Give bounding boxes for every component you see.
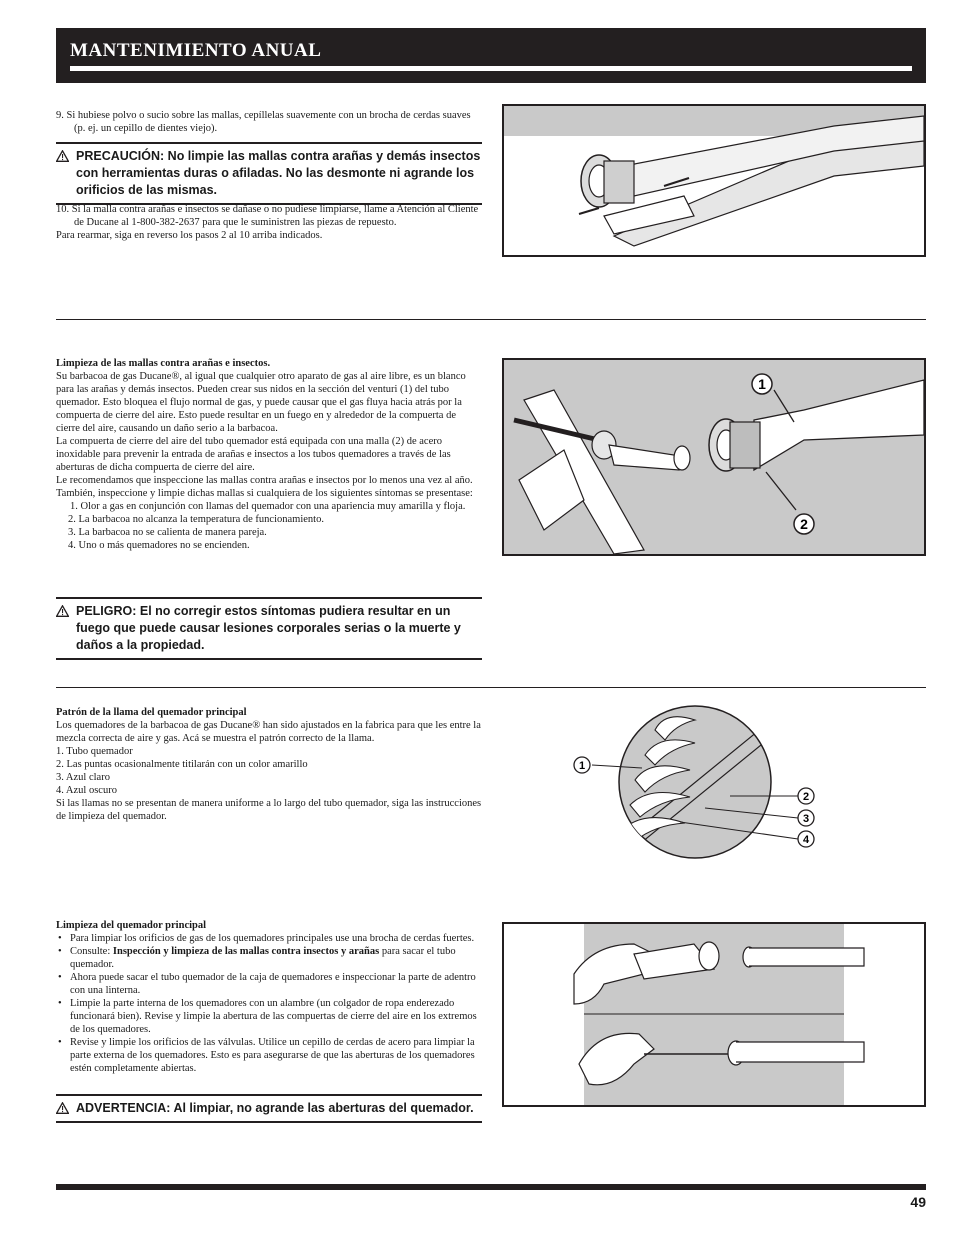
step-10-block (56, 203, 482, 242)
figure-screen-brushing (502, 104, 926, 257)
figure-venturi-screen (502, 358, 926, 556)
flame-callout-1: 1 (578, 760, 586, 772)
bullet-remove-tube: • Ahora puede sacar el tubo quemador de la caja de quemadores e inspeccionar la parte de adentro con una linterna. (70, 971, 482, 997)
symptom-1: 1. Olor a gas en conjunción con llamas del quemador con una apariencia muy amarilla y floja. (70, 501, 466, 512)
bullet-valve-clean: • Revise y limpie los orificios de las válvulas. Utilice un cepillo de cerdas de acero para limpiar la parte externa de los quemadores. Esto es para asegurarse de que las aberturas de los quemadores estén completamente abiertas. (70, 1036, 482, 1075)
burner-tube-illustration (504, 106, 924, 255)
burner-cleaning-illustration (504, 924, 924, 1105)
flame-callout-3: 3 (802, 813, 810, 825)
flame-callout-4: 4 (802, 834, 810, 846)
page-title: MANTENIMIENTO ANUAL (70, 40, 322, 61)
spider-p1: Su barbacoa de gas Ducane®, al igual que cualquier otro aparato de gas al aire libre, es un blanco para las arañas y demás insectos. Pueden crear sus nidos en la sección del venturi (1) del tubo quemador. Esto bloquea el flujo normal de gas, y puede causar que el gas fluya hacia atrás por la compuerta de cierre del aire. Esto puede resultar en un fuego en y alrededor de la compuerta de cierre del aire, causando un daño serio a la barbacoa. (56, 371, 466, 434)
header-rule (70, 66, 912, 71)
warning-box (56, 1094, 482, 1123)
footer-rule (56, 1184, 926, 1190)
consult-reference: Inspección y limpieza de las mallas contra insectos y arañas (112, 946, 380, 957)
burner-cleaning-heading: Limpieza del quemador principal (56, 920, 207, 931)
caution-text: PRECAUCIÓN: No limpie las mallas contra arañas y demás insectos con herramientas duras o afiladas. No las desmonte ni agrande los orificios de las mismas. (76, 149, 481, 197)
symptom-3: 3. La barbacoa no se calienta de manera pareja. (68, 527, 267, 538)
symptom-4: 4. Uno o más quemadores no se encienden. (68, 540, 250, 551)
callout-2: 2 (800, 516, 808, 532)
flame-pattern-section (56, 706, 482, 823)
flame-intro: Los quemadores de la barbacoa de gas Ducane® han sido ajustados en la fabrica para que les entre la mezcla correcta de aire y gas. Acá se muestra el patrón correcto de la llama. (56, 720, 481, 744)
bullet-brush: • Para limpiar los orificios de gas de los quemadores principales use una brocha de cerdas fuertes. (70, 932, 482, 945)
burner-cleaning-list (56, 932, 482, 1075)
flame-pattern-illustration (560, 700, 830, 865)
caution-box (56, 142, 482, 205)
figure-burner-cleaning (502, 922, 926, 1107)
venturi-illustration (504, 360, 924, 554)
bullet-wire-clean: • Limpie la parte interna de los quemadores con un alambre (un colgador de ropa enderezado funcionará bien). Revise y limpie la abertura de las compuertas de cierre del aire en los extremos de los quemadores. (70, 997, 482, 1036)
flame-item-4: 4. Azul oscuro (56, 785, 117, 796)
spider-screen-heading: Limpieza de las mallas contra arañas e insectos. (56, 358, 271, 369)
reassemble-note: Para rearmar, siga en reverso los pasos 2 al 10 arriba indicados. (56, 230, 323, 241)
separator-1 (56, 319, 926, 320)
spider-p2: La compuerta de cierre del aire del tubo quemador está equipada con una malla (2) de acero inoxidable para prevenir la entrada de arañas e insectos a los tubos quemadores a través de las aberturas de dicha compuerta de cierre del aire. (56, 436, 451, 473)
flame-item-1: 1. Tubo quemador (56, 746, 133, 757)
warning-icon (56, 1102, 69, 1114)
spider-p3: Le recomendamos que inspeccione las mallas contra arañas e insectos por lo menos una vez al año. También, inspeccione y limpie dichas mallas si cualquiera de los siguientes síntomas se presentase: (56, 475, 473, 499)
warning-text: ADVERTENCIA: Al limpiar, no agrande las aberturas del quemador. (76, 1101, 474, 1115)
separator-2 (56, 687, 926, 688)
symptom-2: 2. La barbacoa no alcanza la temperatura de funcionamiento. (68, 514, 324, 525)
step-9: 9. Si hubiese polvo o sucio sobre las mallas, cepíllelas suavemente con un brocha de cerdas suaves (p. ej. un cepillo de dientes viejo). (56, 110, 471, 134)
page-header (56, 28, 926, 83)
flame-pattern-heading: Patrón de la llama del quemador principal (56, 707, 247, 718)
danger-text: PELIGRO: El no corregir estos síntomas pudiera resultar en un fuego que puede causar lesiones corporales serias o la muerte y daños a la propiedad. (76, 604, 461, 652)
flame-item-2: 2. Las puntas ocasionalmente titilarán con un color amarillo (56, 759, 308, 770)
warning-icon (56, 150, 69, 162)
danger-box (56, 597, 482, 660)
page-number: 49 (910, 1194, 926, 1210)
flame-item-3: 3. Azul claro (56, 772, 110, 783)
callout-1: 1 (758, 376, 766, 392)
flame-outro: Si las llamas no se presentan de manera uniforme a lo largo del tubo quemador, siga las instrucciones de limpieza del quemador. (56, 798, 482, 822)
spider-screen-section (56, 357, 482, 552)
warning-icon (56, 605, 69, 617)
figure-flame-pattern (560, 700, 830, 865)
bullet-consult: • Consulte: Inspección y limpieza de las mallas contra insectos y arañas para sacar el tubo quemador. (70, 945, 482, 971)
flame-callout-2: 2 (802, 791, 810, 803)
step-10: 10. Si la malla contra arañas e insectos se dañase o no pudiese limpiarse, llame a Atención al Cliente de Ducane al 1-800-382-2637 para que le suministren las piezas de repuesto. (56, 204, 479, 228)
burner-cleaning-section (56, 919, 482, 1075)
